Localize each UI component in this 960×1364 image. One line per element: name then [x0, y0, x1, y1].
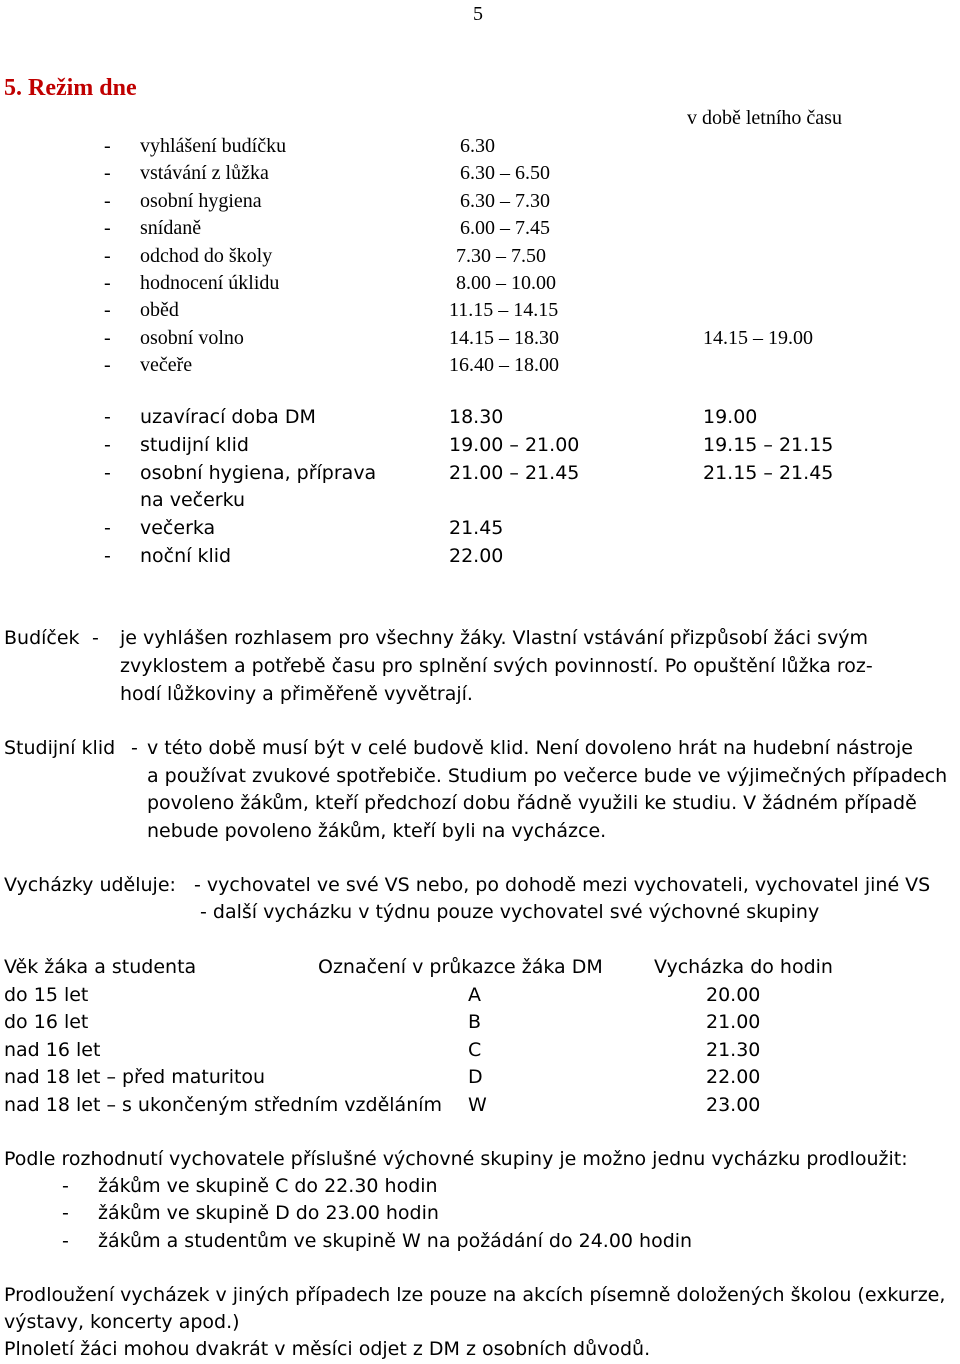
schedule-time: 6.30: [460, 135, 495, 157]
schedule-time: 11.15 – 14.15: [449, 299, 559, 321]
table-cell: C: [468, 1039, 482, 1061]
paragraph-line: zvyklostem a potřebě času pro splnění svých povinností. Po opuštění lůžka roz-: [120, 655, 873, 677]
table-cell: do 16 let: [4, 1011, 89, 1033]
schedule-time: 18.30: [449, 406, 504, 428]
schedule-time: 7.30 – 7.50: [456, 245, 546, 267]
table-cell: nad 18 let – před maturitou: [4, 1066, 266, 1088]
table-cell: 21.00: [706, 1011, 761, 1033]
schedule-time: 14.15 – 18.30: [449, 327, 559, 349]
table-header: Vycházka do hodin: [654, 956, 833, 978]
paragraph-line: hodí lůžkoviny a přiměřeně vyvětrají.: [120, 683, 473, 705]
vychazky-line: - další vycházku v týdnu pouze vychovatel své výchovné skupiny: [200, 901, 820, 923]
schedule-time: 19.00 – 21.00: [449, 434, 580, 456]
paragraph-line: je vyhlášen rozhlasem pro všechny žáky. Vlastní vstávání přizpůsobí žáci svým: [120, 627, 869, 649]
schedule-label: večeře: [140, 354, 193, 376]
table-header: Označení v průkazce žáka DM: [318, 956, 603, 978]
schedule-time: 21.45: [449, 517, 504, 539]
schedule-time: 8.00 – 10.00: [456, 272, 556, 294]
schedule-label: hodnocení úklidu: [140, 272, 280, 294]
paragraph-line: nebude povoleno žákům, kteří byli na vycházce.: [147, 820, 607, 842]
table-cell: 21.30: [706, 1039, 761, 1061]
summer-time-header: v době letního času: [687, 107, 842, 129]
schedule-time: 6.30 – 6.50: [460, 162, 550, 184]
schedule-label: snídaně: [140, 217, 202, 239]
schedule-time: 21.00 – 21.45: [449, 462, 580, 484]
schedule-label: vyhlášení budíčku: [140, 135, 287, 157]
schedule-time: 22.00: [449, 545, 504, 567]
table-cell: 23.00: [706, 1094, 761, 1116]
schedule-summer-time: 14.15 – 19.00: [703, 327, 813, 349]
schedule-label: osobní hygiena, příprava: [140, 462, 377, 484]
table-cell: W: [468, 1094, 487, 1116]
schedule-label: noční klid: [140, 545, 232, 567]
schedule-summer-time: 19.15 – 21.15: [703, 434, 834, 456]
vychazky-line: - vychovatel ve své VS nebo, po dohodě mezi vychovateli, vychovatel jiné VS: [194, 874, 931, 896]
table-cell: A: [468, 984, 481, 1006]
schedule-label: osobní hygiena: [140, 190, 262, 212]
schedule-time: 6.00 – 7.45: [460, 217, 550, 239]
vychazky-term: Vycházky uděluje:: [4, 874, 176, 896]
schedule-label: osobní volno: [140, 327, 244, 349]
paragraph-line: v této době musí být v celé budově klid. Není dovoleno hrát na hudební nástroje: [147, 737, 913, 759]
page-number: 5: [473, 3, 483, 25]
table-cell: nad 18 let – s ukončeným středním vzděláním: [4, 1094, 443, 1116]
table-cell: 22.00: [706, 1066, 761, 1088]
table-cell: D: [468, 1066, 483, 1088]
schedule-label: uzavírací doba DM: [140, 406, 316, 428]
table-cell: nad 16 let: [4, 1039, 101, 1061]
paragraph-line: povoleno žákům, kteří předchozí dobu řádně využili ke studiu. V žádném případě: [147, 792, 917, 814]
table-cell: 20.00: [706, 984, 761, 1006]
schedule-summer-time: 21.15 – 21.45: [703, 462, 834, 484]
budicek-term: Budíček: [4, 627, 80, 649]
schedule-label: studijní klid: [140, 434, 249, 456]
list-item-text: žákům a studentům ve skupině W na požádání do 24.00 hodin: [98, 1230, 693, 1252]
schedule-time: 6.30 – 7.30: [460, 190, 550, 212]
schedule-label: oběd: [140, 299, 179, 321]
closing-line: Plnoletí žáci mohou dvakrát v měsíci odjet z DM z osobních důvodů.: [4, 1338, 651, 1360]
paragraph-line: a používat zvukové spotřebiče. Studium po večerce bude ve výjimečných případech: [147, 765, 948, 787]
list-item-text: žákům ve skupině C do 22.30 hodin: [98, 1175, 438, 1197]
closing-line: Prodloužení vycházek v jiných případech lze pouze na akcích písemně doložených školou (exkurze,: [4, 1284, 946, 1306]
schedule-label: večerka: [140, 517, 216, 539]
studijni-klid-term: Studijní klid: [4, 737, 116, 759]
table-cell: do 15 let: [4, 984, 89, 1006]
schedule-label: vstávání z lůžka: [140, 162, 269, 184]
table-header: Věk žáka a studenta: [4, 956, 197, 978]
extension-intro: Podle rozhodnutí vychovatele příslušné výchovné skupiny je možno jednu vycházku prodloužit:: [4, 1148, 908, 1170]
schedule-label: odchod do školy: [140, 245, 273, 267]
schedule-summer-time: 19.00: [703, 406, 758, 428]
schedule-time: 16.40 – 18.00: [449, 354, 559, 376]
schedule-label-continued: na večerku: [140, 489, 246, 511]
section-title: 5. Režim dne: [4, 75, 137, 101]
list-item-text: žákům ve skupině D do 23.00 hodin: [98, 1202, 439, 1224]
closing-line: výstavy, koncerty apod.): [4, 1311, 240, 1333]
table-cell: B: [468, 1011, 482, 1033]
